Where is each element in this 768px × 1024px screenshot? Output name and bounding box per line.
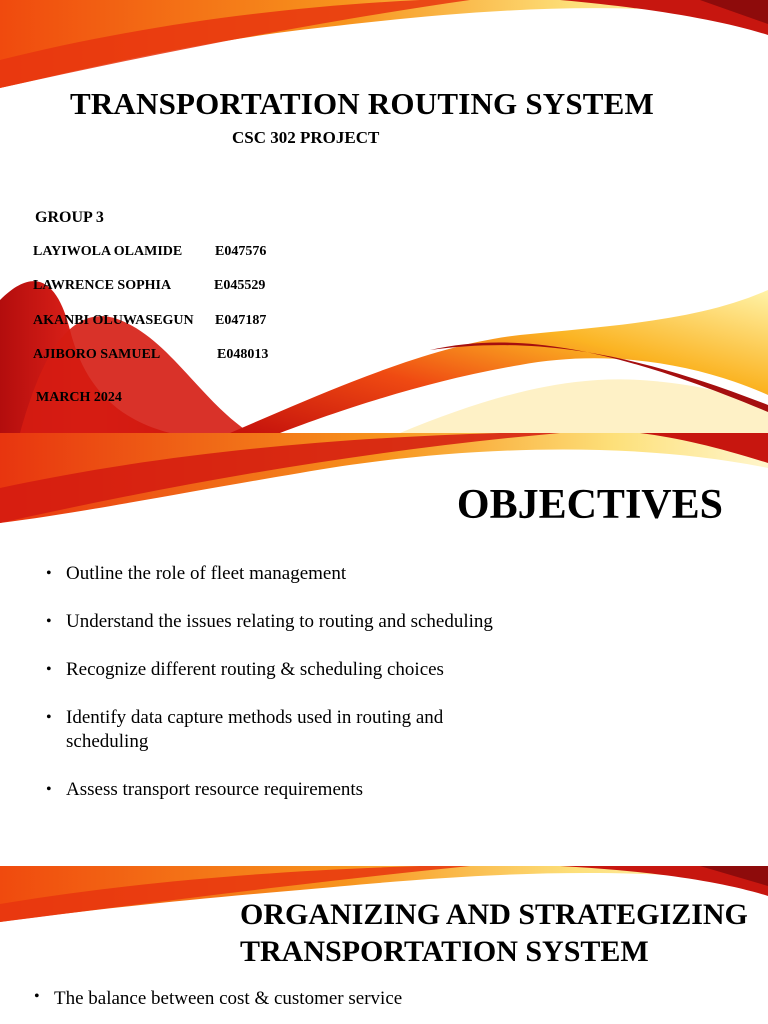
- list-item: • Outline the role of fleet management: [46, 563, 347, 584]
- group-label: GROUP 3: [35, 209, 104, 226]
- member-id: E047187: [215, 313, 267, 328]
- member-name: LAYIWOLA OLAMIDE: [33, 244, 183, 259]
- bullet-icon: •: [34, 988, 40, 1005]
- slide-title: [240, 896, 748, 970]
- slide-title-line: TRANSPORTATION SYSTEM: [240, 935, 649, 968]
- list-item: • Identify data capture methods used in routing and scheduling: [46, 707, 444, 752]
- member-name: AKANBI OLUWASEGUN: [33, 313, 194, 328]
- ribbon-decoration: [0, 0, 768, 433]
- list-item: • Assess transport resource requirements: [46, 779, 364, 800]
- slide-subtitle: CSC 302 PROJECT: [232, 128, 380, 147]
- list-item: • Recognize different routing & scheduling choices: [46, 659, 444, 680]
- member-name: AJIBORO SAMUEL: [33, 347, 161, 362]
- member-id: E047576: [215, 244, 267, 259]
- presentation-date: MARCH 2024: [36, 390, 122, 405]
- member-name: LAWRENCE SOPHIA: [33, 278, 172, 293]
- strategy-slide: [0, 866, 768, 1024]
- title-slide: [0, 0, 768, 433]
- member-id: E048013: [217, 347, 269, 362]
- objectives-slide: [0, 433, 768, 866]
- member-id: E045529: [214, 278, 266, 293]
- list-item: The balance between cost & customer service: [54, 988, 403, 1009]
- slide-title-line: ORGANIZING AND STRATEGIZING: [240, 898, 748, 931]
- list-item: • Understand the issues relating to routing and scheduling: [46, 611, 493, 632]
- slide-title: OBJECTIVES: [456, 482, 723, 528]
- slide-title: TRANSPORTATION ROUTING SYSTEM: [69, 86, 655, 121]
